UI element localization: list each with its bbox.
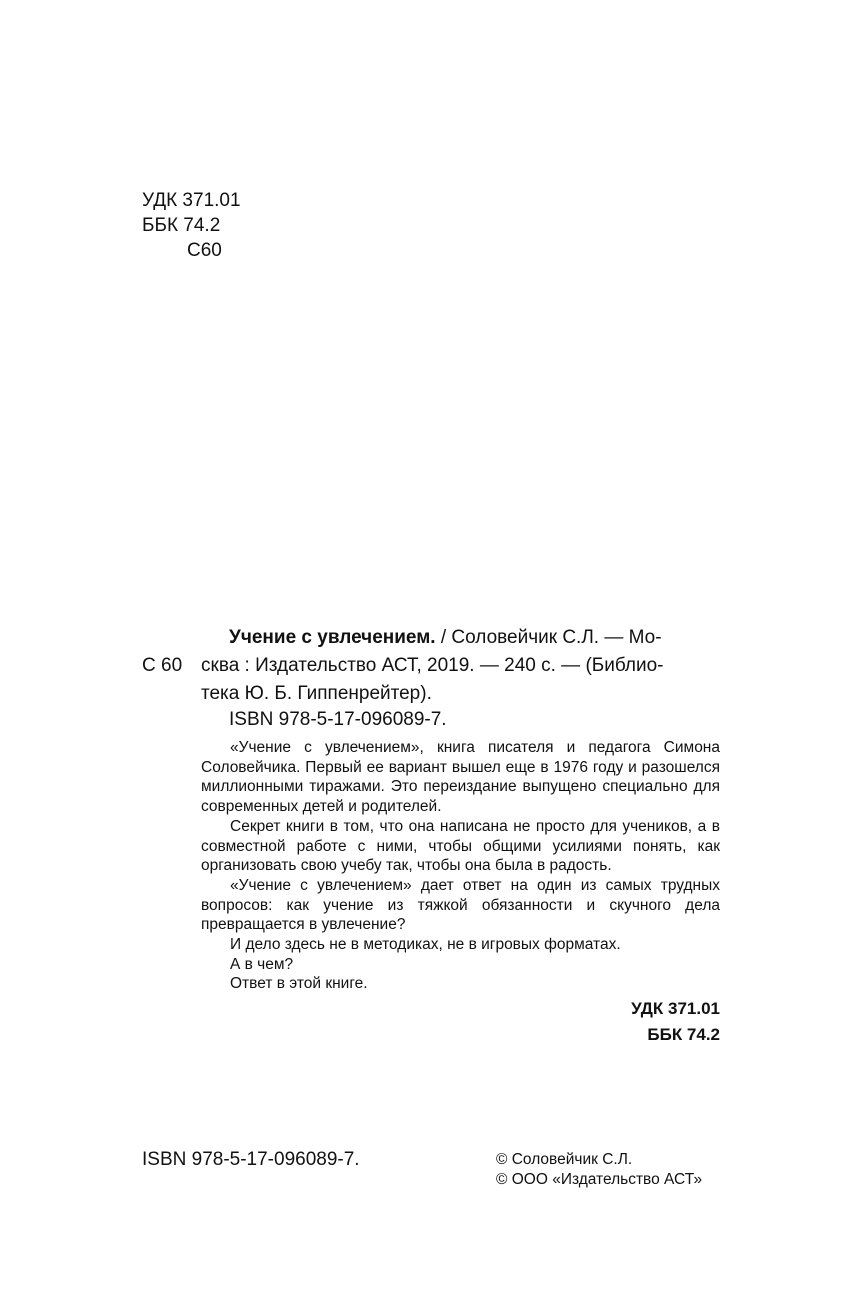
description-paragraph: Ответ в этой книге. <box>230 975 368 993</box>
bibliographic-line-3: тека Ю. Б. Гиппенрейтер). <box>201 683 432 704</box>
description-paragraph: Секрет книги в том, что она написана не просто для учеников, а в совместной работе с ними, чтобы общими усилиями понять, как организовать свою учебу так, чтобы она была в радость. <box>201 817 720 875</box>
udk-code-bottom: УДК 371.01 <box>631 999 720 1018</box>
author-sign-top: С60 <box>187 240 222 261</box>
book-description <box>201 738 720 994</box>
description-paragraph: «Учение с увлечением», книга писателя и педагога Симона Соловейчика. Первый ее вариант вышел еще в 1976 году и разошелся миллионными тиражами. Это переиздание выпущено специально для современных детей и родителей. <box>201 739 720 816</box>
bbk-code-bottom: ББК 74.2 <box>647 1025 720 1044</box>
author-sign: С 60 <box>142 655 183 676</box>
copyright-author: © Соловейчик С.Л. <box>496 1151 633 1168</box>
annotation-isbn: ISBN 978-5-17-096089-7. <box>229 709 447 730</box>
book-title: Учение с увлечением. <box>229 627 436 648</box>
bibliographic-author: / Соловейчик С.Л. — Мо- <box>435 627 662 648</box>
udk-code-top: УДК 371.01 <box>142 190 241 211</box>
bbk-code-top: ББК 74.2 <box>142 215 221 236</box>
description-paragraph: И дело здесь не в методиках, не в игровых форматах. <box>230 936 621 954</box>
bibliographic-line-1 <box>229 624 662 651</box>
description-paragraph: А в чем? <box>230 955 294 973</box>
bibliographic-line-2: сква : Издательство АСТ, 2019. — 240 с. — (Библио- <box>201 655 664 676</box>
description-paragraph: «Учение с увлечением» дает ответ на один из самых трудных вопросов: как учение из тяжкой обязанности и скучного дела превращается в увлечение? <box>201 876 720 934</box>
footer-isbn: ISBN 978-5-17-096089-7. <box>142 1149 360 1170</box>
copyright-publisher: © ООО «Издательство АСТ» <box>496 1171 703 1188</box>
